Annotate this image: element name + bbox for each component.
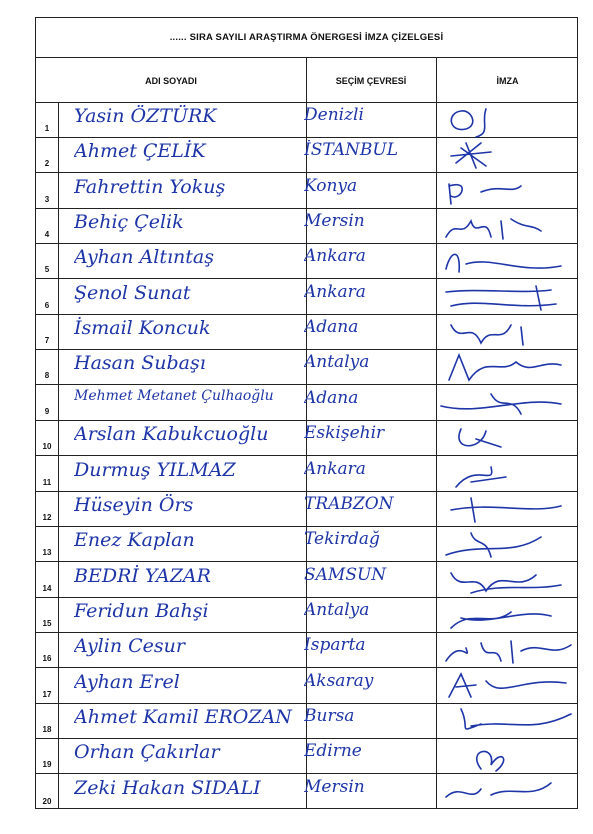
header-signature: İMZA bbox=[496, 75, 519, 86]
table-row bbox=[36, 457, 577, 492]
signature-mark bbox=[441, 739, 576, 774]
member-district: Antalya bbox=[304, 599, 370, 620]
member-district: Ankara bbox=[304, 246, 366, 267]
table-row bbox=[36, 315, 577, 350]
form-title: ...... SIRA SAYILI ARAŞTIRMA ÖNERGESİ İMZA ÇİZELGESİ bbox=[36, 18, 577, 58]
signature-mark bbox=[441, 563, 576, 598]
row-number: 4 bbox=[44, 230, 50, 240]
table-row bbox=[36, 421, 577, 456]
signature-mark bbox=[441, 174, 576, 209]
signature-mark bbox=[441, 280, 576, 315]
member-district: Antalya bbox=[304, 352, 370, 373]
member-name: Hüseyin Örs bbox=[74, 493, 194, 516]
row-number: 18 bbox=[42, 724, 52, 734]
member-district: SAMSUN bbox=[304, 564, 387, 585]
row-number: 20 bbox=[42, 796, 52, 806]
signature-mark bbox=[441, 669, 576, 704]
row-number: 1 bbox=[44, 124, 50, 133]
member-district: Mersin bbox=[304, 211, 365, 232]
signature-mark bbox=[441, 457, 576, 492]
member-name: Mehmet Metanet Çulhaoğlu bbox=[74, 387, 274, 404]
row-number: 6 bbox=[44, 300, 50, 310]
row-number: 5 bbox=[44, 265, 50, 275]
row-number: 13 bbox=[42, 548, 52, 558]
table-row bbox=[36, 563, 577, 598]
header-district: SEÇİM ÇEVRESİ bbox=[335, 75, 407, 86]
table-row bbox=[36, 350, 577, 385]
member-name: İsmail Koncuk bbox=[74, 317, 211, 340]
member-name: Yasin ÖZTÜRK bbox=[74, 105, 217, 127]
member-district: İSTANBUL bbox=[304, 140, 399, 161]
member-name: Ayhan Altıntaş bbox=[74, 246, 214, 269]
member-district: Eskişehir bbox=[304, 423, 385, 444]
signature-mark bbox=[441, 633, 576, 668]
table-row bbox=[36, 492, 577, 527]
table-row bbox=[36, 209, 577, 244]
member-district: Denizli bbox=[304, 105, 364, 125]
signature-mark bbox=[441, 209, 576, 244]
signature-mark bbox=[441, 386, 576, 421]
row-number: 15 bbox=[42, 618, 52, 628]
row-number: 2 bbox=[44, 159, 50, 169]
member-district: Ankara bbox=[304, 281, 366, 302]
table-row bbox=[36, 669, 577, 704]
table-row bbox=[36, 244, 577, 279]
table-row bbox=[36, 598, 577, 633]
member-district: Adana bbox=[304, 317, 359, 338]
table-row bbox=[36, 386, 577, 421]
table-row bbox=[36, 527, 577, 562]
signature-mark bbox=[441, 138, 576, 173]
table-row bbox=[36, 775, 577, 810]
member-name: Behiç Çelik bbox=[74, 211, 184, 234]
member-district: Bursa bbox=[304, 705, 355, 726]
member-district: Adana bbox=[304, 387, 359, 408]
member-name: Orhan Çakırlar bbox=[74, 741, 220, 764]
member-district: Edirne bbox=[304, 741, 362, 762]
member-name: Şenol Sunat bbox=[74, 281, 191, 304]
row-number: 16 bbox=[42, 654, 52, 664]
signature-mark bbox=[441, 492, 576, 527]
row-number: 9 bbox=[44, 406, 50, 416]
member-name: BEDRİ YAZAR bbox=[74, 564, 211, 587]
row-number: 8 bbox=[44, 371, 50, 381]
signature-mark bbox=[441, 350, 576, 385]
header-name: ADI SOYADI bbox=[145, 75, 197, 86]
signature-mark bbox=[441, 421, 576, 456]
member-district: Isparta bbox=[304, 635, 366, 656]
signature-mark bbox=[441, 598, 576, 633]
member-name: Ayhan Erel bbox=[74, 670, 180, 693]
signature-mark bbox=[441, 315, 576, 350]
row-number: 17 bbox=[42, 689, 52, 699]
signature-mark bbox=[441, 704, 576, 739]
member-district: Konya bbox=[304, 175, 358, 196]
table-row bbox=[36, 633, 577, 668]
member-name: Arslan Kabukcuoğlu bbox=[74, 423, 269, 446]
member-name: Aylin Cesur bbox=[74, 635, 185, 658]
member-name: Durmuş YILMAZ bbox=[74, 458, 236, 481]
table-row bbox=[36, 103, 577, 138]
member-name: Feridun Bahşi bbox=[74, 599, 209, 622]
member-name: Zeki Hakan SIDALI bbox=[74, 776, 261, 799]
row-number: 12 bbox=[42, 512, 52, 522]
signature-sheet bbox=[35, 17, 578, 809]
member-district: Tekirdağ bbox=[304, 529, 380, 550]
member-district: Ankara bbox=[304, 458, 366, 479]
row-number: 14 bbox=[42, 583, 52, 593]
table-row bbox=[36, 280, 577, 315]
signature-mark bbox=[441, 244, 576, 279]
signature-mark bbox=[441, 527, 576, 562]
signature-mark bbox=[441, 775, 576, 810]
table-row bbox=[36, 174, 577, 209]
member-name: Fahrettin Yokuş bbox=[74, 175, 226, 198]
row-number: 11 bbox=[42, 477, 52, 487]
table-row bbox=[36, 138, 577, 173]
row-number: 19 bbox=[42, 760, 52, 770]
table-row bbox=[36, 704, 577, 739]
member-name: Enez Kaplan bbox=[74, 529, 195, 552]
signature-mark bbox=[441, 103, 576, 138]
member-district: Aksaray bbox=[304, 670, 374, 691]
row-number: 3 bbox=[44, 194, 50, 204]
table-row bbox=[36, 739, 577, 774]
row-number: 7 bbox=[44, 336, 50, 346]
member-district: TRABZON bbox=[304, 493, 394, 514]
member-district: Mersin bbox=[304, 776, 365, 797]
member-name: Hasan Subaşı bbox=[74, 352, 206, 375]
row-number: 10 bbox=[42, 442, 52, 452]
member-name: Ahmet Kamil EROZAN bbox=[74, 705, 292, 728]
member-name: Ahmet ÇELİK bbox=[74, 140, 206, 163]
